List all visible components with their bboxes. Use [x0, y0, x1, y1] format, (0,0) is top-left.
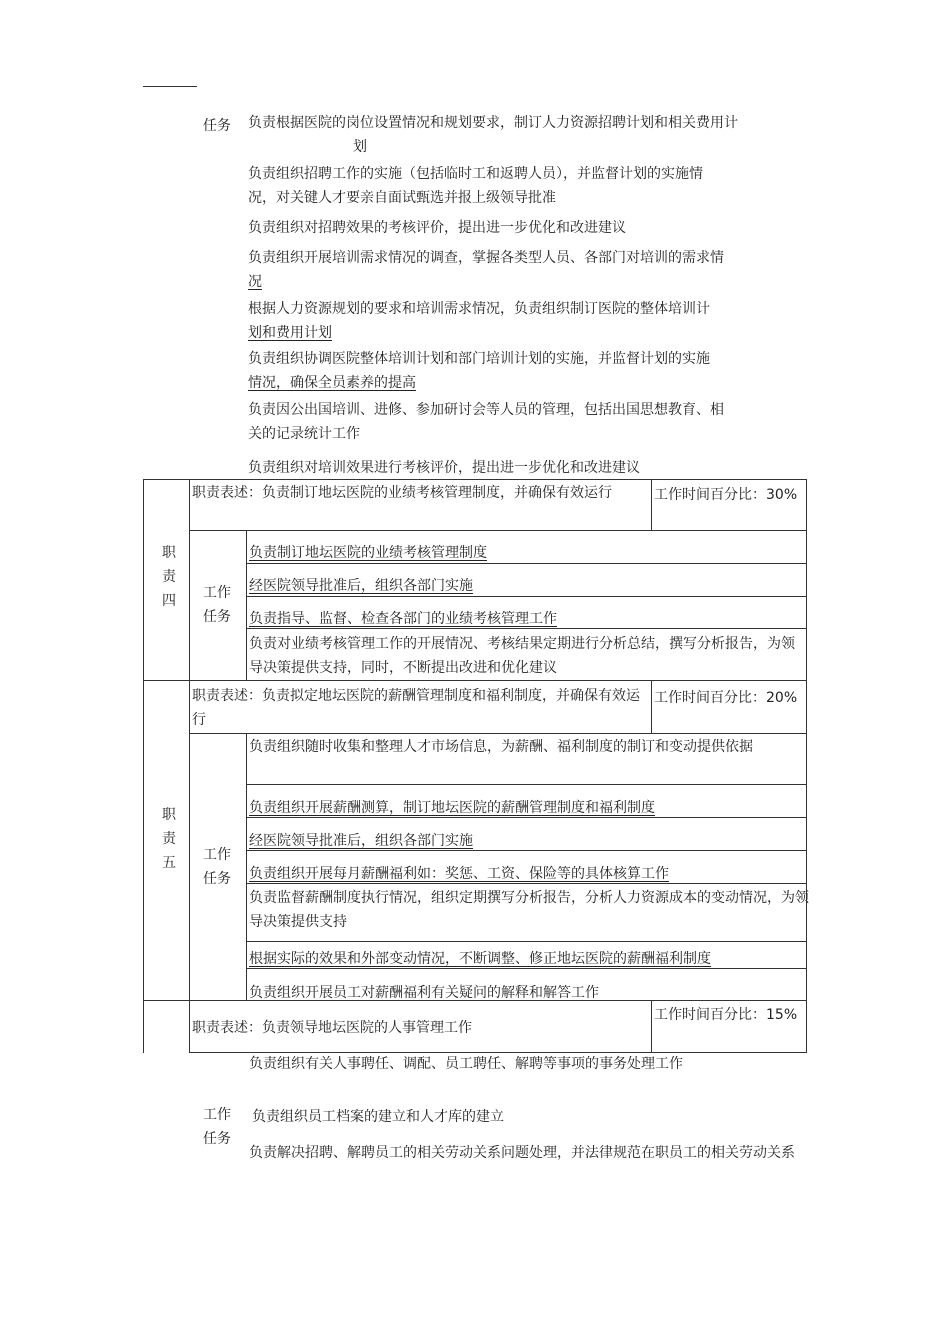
top-task-item: 负责组织对招聘效果的考核评价，提出进一步优化和改进建议	[248, 220, 626, 236]
table-border	[143, 479, 144, 1053]
table-border	[189, 530, 807, 531]
table-border	[651, 479, 652, 530]
duty5-task: 负责组织开展薪酬测算，制订地坛医院的薪酬管理制度和福利制度	[249, 800, 655, 816]
duty4-task: 负责指导、监督、检查各部门的业绩考核管理工作	[249, 611, 557, 627]
table-border	[246, 530, 247, 680]
duty4-time-percent: 工作时间百分比：30%	[654, 487, 798, 503]
duty4-task: 经医院领导批准后，组织各部门实施	[249, 578, 473, 594]
duty6-task: 负责解决招聘、解聘员工的相关劳动关系问题处理，并法律规范在职员工的相关劳动关系	[249, 1145, 795, 1161]
duty5-task: 负责监督薪酬制度执行情况，组织定期撰写分析报告，分析人力资源成本的变动情况，为领导决策提供支持	[249, 890, 809, 930]
duty4-task-label: 工作 任务	[203, 585, 231, 625]
top-task-item: 负责组织协调医院整体培训计划和部门培训计划的实施，并监督计划的实施 情况，确保全员素养的提高	[248, 351, 710, 391]
duty4-description: 职责表述：负责制订地坛医院的业绩考核管理制度，并确保有效运行	[192, 485, 612, 501]
duty4-task: 负责对业绩考核管理工作的开展情况、考核结果定期进行分析总结，撰写分析报告，为领导决策提供支持，同时，不断提出改进和优化建议	[249, 636, 795, 676]
top-task-item: 根据人力资源规划的要求和培训需求情况，负责组织制订医院的整体培训计 划和费用计划	[248, 301, 710, 341]
table-border	[246, 784, 807, 785]
duty5-task: 经医院领导批准后，组织各部门实施	[249, 833, 473, 849]
duty5-task-label: 工作 任务	[203, 847, 231, 887]
top-task-item: 负责组织招聘工作的实施（包括临时工和返聘人员），并监督计划的实施情 况，对关键人才要亲自面试甄选并报上级领导批准	[248, 166, 703, 206]
duty5-label: 职 责 五	[162, 807, 176, 871]
top-task-item: 负责因公出国培训、进修、参加研讨会等人员的管理，包括出国思想教育、相 关的记录统计工作	[248, 402, 724, 442]
duty5-task: 负责组织随时收集和整理人才市场信息，为薪酬、福利制度的制订和变动提供依据	[249, 739, 753, 755]
duty5-task: 负责组织开展每月薪酬福利如：奖惩、工资、保险等的具体核算工作	[249, 866, 669, 882]
duty4-label: 职 责 四	[162, 545, 176, 609]
table-border	[651, 1000, 652, 1052]
duty5-description: 职责表述：负责拟定地坛医院的薪酬管理制度和福利制度，并确保有效运行	[192, 688, 640, 728]
top-task-label: 任务	[203, 118, 231, 134]
table-border	[189, 479, 190, 1053]
duty6-time-percent: 工作时间百分比：15%	[654, 1007, 798, 1023]
table-border	[143, 680, 807, 681]
table-border	[246, 941, 807, 942]
table-border	[189, 733, 807, 734]
duty5-time-percent: 工作时间百分比：20%	[654, 690, 798, 706]
table-border	[143, 479, 807, 480]
table-border	[806, 479, 807, 1053]
duty6-task: 负责组织有关人事聘任、调配、员工聘任、解聘等事项的事务处理工作	[249, 1056, 683, 1072]
top-task-item: 负责组织对培训效果进行考核评价，提出进一步优化和改进建议	[248, 460, 640, 476]
top-task-item: 负责组织开展培训需求情况的调查，掌握各类型人员、各部门对培训的需求情 况	[248, 250, 724, 290]
duty6-task-label: 工作 任务	[203, 1107, 231, 1147]
header-rule	[143, 86, 197, 87]
duty6-description: 职责表述：负责领导地坛医院的人事管理工作	[192, 1020, 472, 1036]
duty5-task: 根据实际的效果和外部变动情况，不断调整、修正地坛医院的薪酬福利制度	[249, 951, 711, 967]
top-task-item: 负责根据医院的岗位设置情况和规划要求，制订人力资源招聘计划和相关费用计 划	[248, 115, 738, 155]
duty5-task: 负责组织开展员工对薪酬福利有关疑问的解释和解答工作	[249, 985, 599, 1001]
table-border	[651, 680, 652, 733]
duty6-task: 负责组织员工档案的建立和人才库的建立	[252, 1109, 504, 1125]
table-border	[246, 733, 247, 1000]
duty4-task: 负责制订地坛医院的业绩考核管理制度	[249, 545, 487, 561]
